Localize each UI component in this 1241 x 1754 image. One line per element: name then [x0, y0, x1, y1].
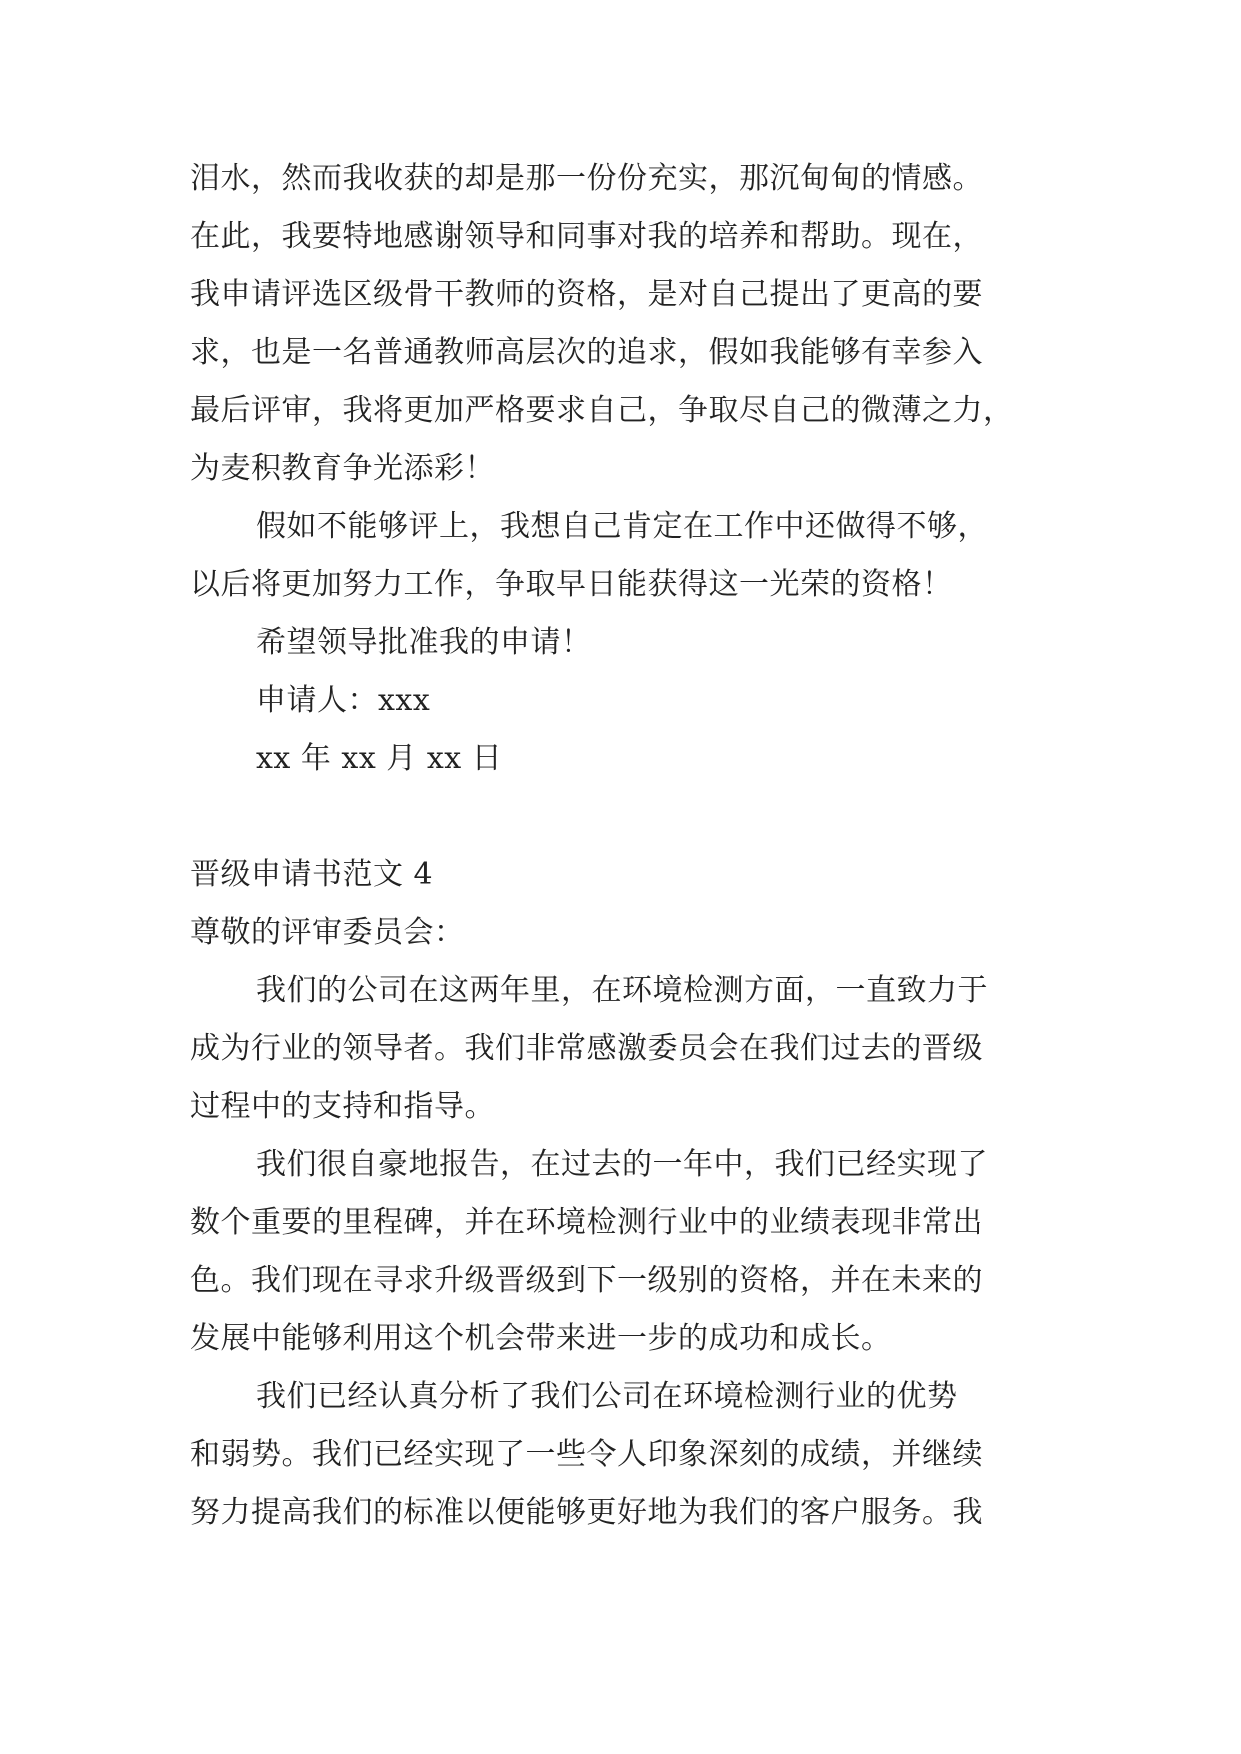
- paragraph-line: 我们很自豪地报告，在过去的一年中，我们已经实现了: [256, 1147, 988, 1182]
- section-title: 晋级申请书范文 4: [190, 857, 434, 892]
- paragraph-line: 过程中的支持和指导。: [190, 1089, 495, 1124]
- paragraph-line: 成为行业的领导者。我们非常感激委员会在我们过去的晋级: [190, 1031, 983, 1066]
- paragraph-line: 我们的公司在这两年里，在环境检测方面，一直致力于: [256, 973, 988, 1008]
- applicant-line: 申请人：xxx: [256, 683, 431, 718]
- paragraph-line: 求，也是一名普通教师高层次的追求，假如我能够有幸参入: [190, 335, 983, 370]
- paragraph-line: 和弱势。我们已经实现了一些令人印象深刻的成绩，并继续: [190, 1437, 983, 1472]
- paragraph-line: 泪水，然而我收获的却是那一份份充实，那沉甸甸的情感。: [190, 161, 983, 196]
- paragraph-line: 色。我们现在寻求升级晋级到下一级别的资格，并在未来的: [190, 1263, 983, 1298]
- blank-line: [190, 788, 1060, 846]
- paragraph-line: 我申请评选区级骨干教师的资格，是对自己提出了更高的要: [190, 277, 983, 312]
- paragraph-line: 努力提高我们的标准以便能够更好地为我们的客户服务。我: [190, 1495, 983, 1530]
- paragraph-line: 假如不能够评上，我想自己肯定在工作中还做得不够，: [256, 509, 988, 544]
- salutation: 尊敬的评审委员会：: [190, 915, 465, 950]
- paragraph-line: 为麦积教育争光添彩！: [190, 451, 495, 486]
- paragraph-line: 我们已经认真分析了我们公司在环境检测行业的优势: [256, 1379, 958, 1414]
- paragraph-line: 在此，我要特地感谢领导和同事对我的培养和帮助。现在，: [190, 219, 983, 254]
- paragraph-line: 数个重要的里程碑，并在环境检测行业中的业绩表现非常出: [190, 1205, 983, 1240]
- section-3-tail: [190, 150, 1060, 1542]
- paragraph-line: 发展中能够利用这个机会带来进一步的成功和成长。: [190, 1321, 892, 1356]
- date-line: xx 年 xx 月 xx 日: [256, 741, 503, 776]
- closing-line: 希望领导批准我的申请！: [256, 625, 592, 660]
- paragraph-line: 最后评审，我将更加严格要求自己，争取尽自己的微薄之力，: [190, 393, 1014, 428]
- paragraph-line: 以后将更加努力工作，争取早日能获得这一光荣的资格！: [190, 567, 953, 602]
